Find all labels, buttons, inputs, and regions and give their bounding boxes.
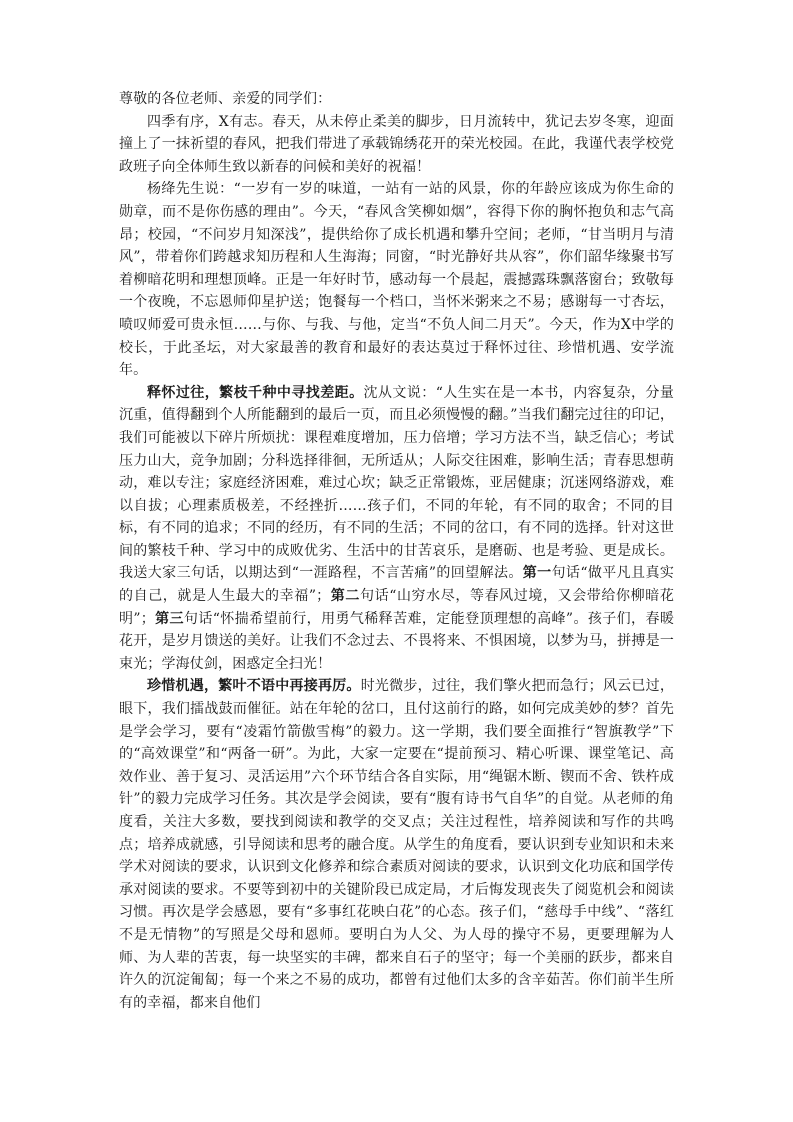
- paragraph-1: 四季有序，X有志。春天，从未停止柔美的脚步，日月流转中，犹记去岁冬寒，迎面撞上了一抹祈望的春风，把我们带进了承载锦绣花开的荣光校园。在此，我谨代表学校党政班子向全体师生致以新春的问候和美好的祝福！: [119, 113, 674, 175]
- salutation: 尊敬的各位老师、亲爱的同学们：: [119, 91, 332, 107]
- paragraph-4-heading: 珍惜机遇，繁叶不语中再接再厉。: [147, 678, 361, 695]
- paragraph-3-text-4: 句话“怀揣希望前行，用勇气稀释苦难，定能登顶理想的高峰”。孩子们，春暖花开，是岁月馈送的美好。让我们不念过去、不畏将来、不惧困境，以梦为马，拼搏是一束光；学海仗剑，困惑定全扫光！: [119, 610, 674, 672]
- paragraph-3-text-3: 句话“山穷水尽，等春风过境，又会带给你柳暗花明”；: [119, 588, 674, 627]
- paragraph-4-text: 时光微步，过往，我们擎火把而急行；风云已过，眼下，我们擂战鼓而催征。站在年轮的岔口，且付这前行的路，如何完成美妙的梦？首先是学会学习，要有“凌霜竹箭傲雪梅”的毅力。这一学期，我们要全面推行“智旗教学”下的“高效课堂”和“两备一研”。为此，大家一定要在“提前预习、精心听课、课堂笔记、高效作业、善于复习、灵活运用”六个环节结合各自实际，用“绳锯木断、锲而不舍、铁杵成针”的毅力完成学习任务。其次是学会阅读，要有“腹有诗书气自华”的自觉。从老师的角度看，关注大多数，要找到阅读和教学的交叉点；关注过程性，培养阅读和写作的共鸣点；培养成就感，引导阅读和思考的融合度。从学生的角度看，要认识到专业知识和未来学术对阅读的要求，认识到文化修养和综合素质对阅读的要求，认识到文化功底和国学传承对阅读的要求。不要等到初中的关键阶段已成定局，才后悔发现丧失了阅览机会和阅读习惯。再次是学会感恩，要有“多事红花映白花”的心态。孩子们，“慈母手中线”、“落红不是无情物”的写照是父母和恩师。要明白为人父、为人母的操守不易，更要理解为人师、为人辈的苦衷，每一块坚实的丰碑，都来自石子的坚守；每一个美丽的跃步，都来自许久的沉淀匍匐；每一个来之不易的成功，都曾有过他们太多的含辛茹苦。你们前半生所有的幸福，都来自他们: [119, 678, 674, 1011]
- paragraph-4: [119, 675, 674, 1014]
- paragraph-3-text-1: 沈从文说：“人生实在是一本书，内容复杂，分量沉重，值得翻到个人所能翻到的最后一页，而且必须慢慢的翻。”当我们翻完过往的印记，我们可能被以下碎片所烦扰：课程难度增加，压力倍增；学习方法不当，缺乏信心；考试压力山大，竞争加剧；分科选择徘徊，无所适从；人际交往困难，影响生活；青春思想萌动，难以专注；家庭经济困难，难过心坎；缺乏正常锻炼，亚居健康；沉迷网络游戏，难以自拔；心理素质极差，不经挫折……孩子们，不同的年轮，有不同的取舍；不同的目标，有不同的追求；不同的经历，有不同的生活；不同的岔口，有不同的选择。针对这世间的繁枝千种、学习中的成败优劣、生活中的甘苦哀乐，是磨砺、也是考验、更是成长。我送大家三句话，以期达到“一涯路程，不言苦痛”的回望解法。: [119, 384, 675, 582]
- paragraph-2: 杨绛先生说：“一岁有一岁的味道，一站有一站的风景，你的年龄应该成为你生命的勋章，而不是你伤感的理由”。今天，“春风含笑柳如烟”，容得下你的胸怀抱负和志气高昂；校园，“不问岁月知深浅”，提供给你了成长机遇和攀升空间；老师，“甘当明月与清风”，带着你们跨越求知历程和人生海海；同窗，“时光静好共从容”，你们韶华缘聚书写着柳暗花明和理想顶峰。正是一年好时节，感动每一个晨起，震撼露珠飘落窗台；致敬每一个夜晚，不忘恩师仰星护送；饱餐每一个档口，当怀米粥来之不易；感谢每一寸杏坛，喷叹师爱可贵永恒……与你、与我、与他，定当“不负人间二月天”。今天，作为X中学的校长，于此圣坛，对大家最善的教育和最好的表达莫过于释怀过往、珍惜机遇、安学流年。: [119, 181, 674, 379]
- document-body: [119, 88, 674, 1014]
- paragraph-3-second-label: 第二: [330, 588, 360, 605]
- paragraph-3-third-label: 第三: [154, 610, 184, 627]
- paragraph-3-first-label: 第一: [522, 565, 552, 582]
- paragraph-3: [119, 382, 674, 676]
- paragraph-3-text-2: 句话“做平凡且真实的自己，就是人生最大的幸福”；: [119, 565, 674, 605]
- paragraph-3-heading: 释怀过往，繁枝千种中寻找差距。: [147, 384, 364, 401]
